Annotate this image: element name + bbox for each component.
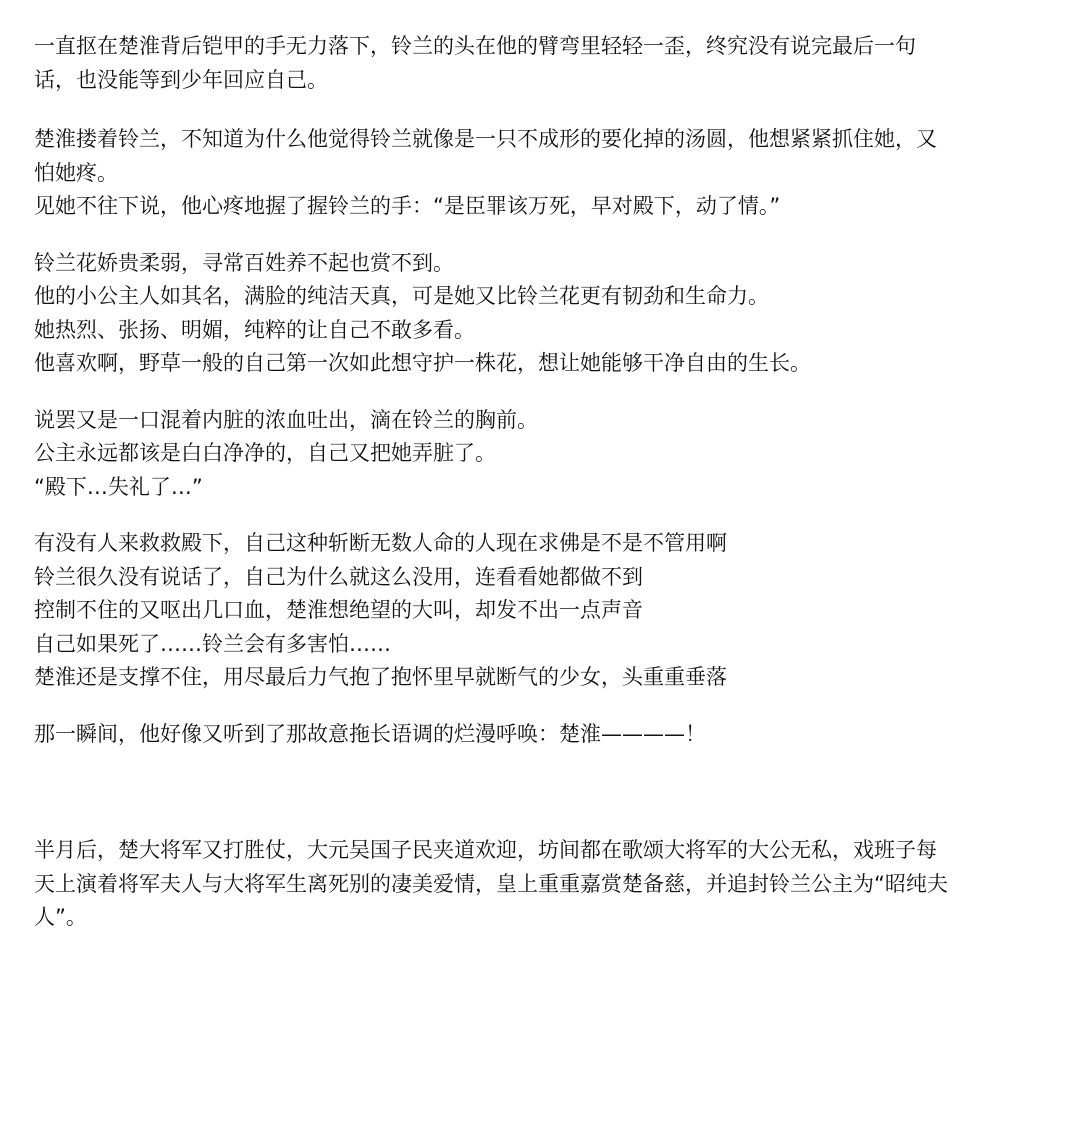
text-line: 见她不往下说，他心疼地握了握铃兰的手：“是臣罪该万死，早对殿下，动了情。”: [34, 194, 781, 218]
text-line: 楚淮还是支撑不住，用尽最后力气抱了抱怀里早就断气的少女，头重重垂落: [34, 665, 727, 689]
text-line: 天上演着将军夫人与大将军生离死别的凄美爱情，皇上重重嘉赏楚备慈，并追封铃兰公主为“昭纯夫: [34, 871, 948, 896]
paragraph-4: [34, 404, 1044, 505]
paragraph-1: [34, 30, 1044, 97]
text-line: 说罢又是一口混着内脏的浓血吐出，滴在铃兰的胸前。: [34, 407, 538, 432]
text-line: 半月后，楚大将军又打胜仗，大元吴国子民夹道欢迎，坊间都在歌颂大将军的大公无私，戏班子每: [34, 838, 937, 862]
text-line: 那一瞬间，他好像又听到了那故意拖长语调的烂漫呼唤：楚淮————！: [34, 721, 706, 746]
text-line: 铃兰很久没有说话了，自己为什么就这么没用，连看看她都做不到: [34, 564, 643, 589]
text-line: 人”。: [34, 905, 87, 929]
story-text: [34, 30, 1044, 935]
text-line: 自己如果死了……铃兰会有多害怕……: [34, 631, 391, 656]
text-line: 铃兰花娇贵柔弱，寻常百姓养不起也赏不到。: [34, 250, 454, 275]
text-line: “殿下…失礼了…”: [34, 474, 203, 499]
text-line: 他喜欢啊，野草一般的自己第一次如此想守护一株花，想让她能够干净自由的生长。: [34, 351, 811, 375]
text-line: 公主永远都该是白白净净的，自己又把她弄脏了。: [34, 441, 496, 465]
text-line: 一直抠在楚淮背后铠甲的手无力落下，铃兰的头在他的臂弯里轻轻一歪，终究没有说完最后一句: [34, 34, 916, 58]
text-line: 楚淮搂着铃兰，不知道为什么他觉得铃兰就像是一只不成形的要化掉的汤圆，他想紧紧抓住她，又: [34, 127, 937, 151]
text-line: 她热烈、张扬、明媚，纯粹的让自己不敢多看。: [34, 317, 475, 342]
blank-gap: [34, 751, 1044, 834]
text-line: 他的小公主人如其名，满脸的纯洁天真，可是她又比铃兰花更有韧劲和生命力。: [34, 284, 769, 308]
paragraph-5: [34, 527, 1044, 695]
text-line: 有没有人来救救殿下，自己这种斩断无数人命的人现在求佛是不是不管用啊: [34, 531, 727, 555]
text-line: 话，也没能等到少年回应自己。: [34, 67, 328, 92]
paragraph-2: [34, 123, 1044, 224]
text-line: 控制不住的又呕出几口血，楚淮想绝望的大叫，却发不出一点声音: [34, 598, 643, 622]
paragraph-7: [34, 834, 1044, 935]
paragraph-6: [34, 718, 1044, 752]
paragraph-3: [34, 247, 1044, 381]
text-line: 怕她疼。: [34, 160, 118, 185]
